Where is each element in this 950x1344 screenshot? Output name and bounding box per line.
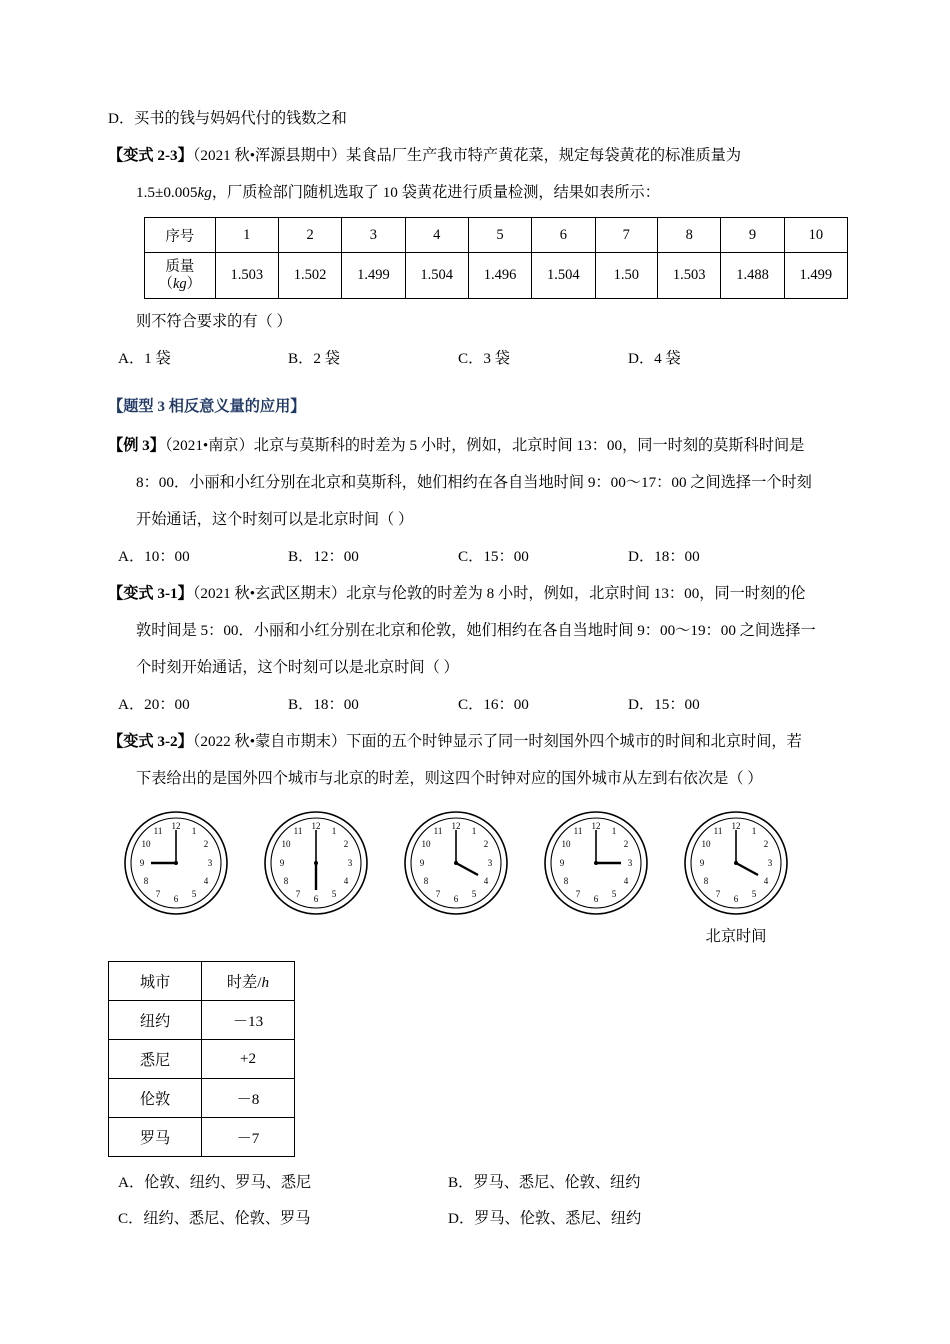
svg-text:4: 4 <box>203 876 209 887</box>
option-b[interactable]: B．12：00 <box>288 548 359 566</box>
option-a[interactable]: A．1 袋 <box>118 350 171 368</box>
svg-text:12: 12 <box>451 821 461 832</box>
svg-text:12: 12 <box>171 821 181 832</box>
svg-text:7: 7 <box>715 889 721 900</box>
option-d[interactable]: D．15：00 <box>628 696 700 714</box>
option-b[interactable]: B．18：00 <box>288 696 359 714</box>
city-diff-3: －7 <box>202 1118 295 1157</box>
quality-table-index-6: 7 <box>595 218 658 253</box>
quality-table-mass-0: 1.503 <box>215 253 278 299</box>
variant-3-2-line1 <box>108 723 848 760</box>
table-row <box>109 1040 295 1079</box>
svg-text:9: 9 <box>419 858 425 869</box>
svg-text:1: 1 <box>471 826 477 837</box>
quality-table-mass-8: 1.488 <box>721 253 784 299</box>
clock-5-beijing <box>680 807 792 919</box>
quality-table-index-4: 5 <box>468 218 531 253</box>
previous-option-d: D．买书的钱与妈妈代付的钱数之和 <box>108 110 347 127</box>
table-row <box>109 962 295 1001</box>
variant-2-3-range: 1.5±0.005 <box>136 184 198 201</box>
option-d[interactable]: D．4 袋 <box>628 350 681 368</box>
svg-text:5: 5 <box>611 889 617 900</box>
svg-text:1: 1 <box>751 826 757 837</box>
option-b[interactable]: B．2 袋 <box>288 350 340 368</box>
svg-text:8: 8 <box>143 876 149 887</box>
variant-3-1-line3: 个时刻开始通话，这个时刻可以是北京时间（ ） <box>136 659 459 677</box>
quality-table-row-label-0: 序号 <box>145 218 216 253</box>
city-diff-0: －13 <box>202 1001 295 1040</box>
svg-text:8: 8 <box>703 876 709 887</box>
quality-table-mass-6: 1.50 <box>595 253 658 299</box>
svg-text:11: 11 <box>153 826 163 837</box>
svg-text:10: 10 <box>281 839 291 850</box>
option-c[interactable]: C．15：00 <box>458 548 529 566</box>
clock-4 <box>540 807 652 919</box>
topic-3-title: 【题型 3 相反意义量的应用】 <box>108 398 306 416</box>
svg-text:6: 6 <box>593 894 599 905</box>
svg-text:12: 12 <box>731 821 741 832</box>
clock-1 <box>120 807 232 919</box>
svg-text:3: 3 <box>767 858 773 869</box>
quality-table-mass-5: 1.504 <box>532 253 595 299</box>
svg-text:3: 3 <box>627 858 633 869</box>
quality-label-unit: （kg） <box>158 275 202 292</box>
option-c[interactable]: C．3 袋 <box>458 350 510 368</box>
quality-table-index-5: 6 <box>532 218 595 253</box>
svg-text:2: 2 <box>343 839 349 850</box>
svg-text:8: 8 <box>423 876 429 887</box>
quality-table-index-1: 2 <box>278 218 341 253</box>
svg-text:4: 4 <box>483 876 489 887</box>
variant-2-3-text: （2021 秋•浑源县期中）某食品厂生产我市特产黄花菜，规定每袋黄花的标准质量为 <box>192 147 742 164</box>
svg-text:3: 3 <box>347 858 353 869</box>
variant-3-1-line2: 敦时间是 5：00．小丽和小红分别在北京和伦敦，她们相约在各自当地时间 9：00～19：00 之间选择一 <box>136 622 816 640</box>
svg-text:6: 6 <box>733 894 739 905</box>
variant-3-1-line1 <box>108 575 848 612</box>
city-header: 城市 <box>109 962 202 1001</box>
city-name-0: 纽约 <box>109 1001 202 1040</box>
city-time-difference-table <box>108 961 295 1157</box>
quality-table-mass-7: 1.503 <box>658 253 721 299</box>
quality-table-mass-3: 1.504 <box>405 253 468 299</box>
table-row <box>145 253 848 299</box>
variant-3-1-tag: 【变式 3-1】 <box>108 585 193 603</box>
option-c[interactable]: C．纽约、悉尼、伦敦、罗马 <box>118 1210 311 1228</box>
clock-3 <box>400 807 512 919</box>
svg-text:10: 10 <box>561 839 571 850</box>
svg-text:11: 11 <box>293 826 303 837</box>
variant-2-3-unit: kg <box>197 184 212 201</box>
example-3-options <box>108 538 848 575</box>
svg-text:1: 1 <box>331 826 337 837</box>
variant-2-3-rest: ，厂质检部门随机选取了 10 袋黄花进行质量检测，结果如表所示： <box>211 184 660 201</box>
svg-text:11: 11 <box>573 826 583 837</box>
svg-text:1: 1 <box>611 826 617 837</box>
city-name-1: 悉尼 <box>109 1040 202 1079</box>
option-a[interactable]: A．20：00 <box>118 696 190 714</box>
quality-label-text: 质量 <box>165 259 195 275</box>
svg-text:7: 7 <box>435 889 441 900</box>
svg-text:4: 4 <box>623 876 629 887</box>
city-name-3: 罗马 <box>109 1118 202 1157</box>
variant-2-3-line2 <box>108 174 848 211</box>
svg-text:5: 5 <box>751 889 757 900</box>
option-b[interactable]: B．罗马、悉尼、伦敦、纽约 <box>448 1174 641 1192</box>
svg-text:12: 12 <box>591 821 601 832</box>
table-row <box>109 1079 295 1118</box>
beijing-time-label: 北京时间 <box>705 928 767 946</box>
example-3-text1: （2021•南京）北京与莫斯科的时差为 5 小时，例如，北京时间 13：00，同一时刻的莫斯科时间是 <box>164 437 805 455</box>
variant-3-1-text1: （2021 秋•玄武区期末）北京与伦敦的时差为 8 小时，例如，北京时间 13：00，同一时刻的伦 <box>192 585 806 603</box>
document-content <box>108 100 848 1237</box>
variant-2-3-heading <box>108 137 848 174</box>
svg-text:9: 9 <box>139 858 145 869</box>
example-3-line2: 8：00．小丽和小红分别在北京和莫斯科，她们相约在各自当地时间 9：00～17：00 之间选择一个时刻 <box>136 474 812 492</box>
quality-table-row-label-1 <box>145 253 216 299</box>
svg-text:5: 5 <box>191 889 197 900</box>
options-row-1 <box>108 1165 848 1201</box>
variant-2-3-question: 则不符合要求的有（ ） <box>136 313 292 331</box>
svg-text:3: 3 <box>487 858 493 869</box>
svg-text:2: 2 <box>203 839 209 850</box>
quality-unit-kg: kg <box>172 275 187 292</box>
svg-text:2: 2 <box>623 839 629 850</box>
svg-text:10: 10 <box>421 839 431 850</box>
quality-table-mass-4: 1.496 <box>468 253 531 299</box>
option-a[interactable]: A．10：00 <box>118 548 190 566</box>
svg-text:4: 4 <box>343 876 349 887</box>
svg-text:7: 7 <box>575 889 581 900</box>
variant-3-2-options <box>108 1165 848 1237</box>
table-row <box>109 1001 295 1040</box>
example-3-line1 <box>108 427 848 464</box>
svg-text:9: 9 <box>279 858 285 869</box>
svg-text:9: 9 <box>559 858 565 869</box>
svg-text:2: 2 <box>763 839 769 850</box>
svg-text:3: 3 <box>207 858 213 869</box>
quality-table-mass-9: 1.499 <box>784 253 847 299</box>
table-row <box>109 1118 295 1157</box>
quality-table-mass-2: 1.499 <box>342 253 405 299</box>
example-3-tag: 【例 3】 <box>108 437 165 455</box>
svg-text:11: 11 <box>433 826 443 837</box>
variant-2-3-tag: 【变式 2-3】 <box>108 147 193 164</box>
svg-text:1: 1 <box>191 826 197 837</box>
svg-text:9: 9 <box>699 858 705 869</box>
clock-group <box>108 807 848 947</box>
svg-text:5: 5 <box>331 889 337 900</box>
variant-3-2-text1: （2022 秋•蒙自市期末）下面的五个时钟显示了同一时刻国外四个城市的时间和北京时间，若 <box>192 733 802 751</box>
svg-text:10: 10 <box>701 839 711 850</box>
option-a[interactable]: A．伦敦、纽约、罗马、悉尼 <box>118 1174 312 1192</box>
quality-table <box>144 217 848 299</box>
clock-2 <box>260 807 372 919</box>
quality-table-index-3: 4 <box>405 218 468 253</box>
city-name-2: 伦敦 <box>109 1079 202 1118</box>
city-diff-1: +2 <box>202 1040 295 1079</box>
svg-text:8: 8 <box>563 876 569 887</box>
variant-3-2-line2: 下表给出的是国外四个城市与北京的时差，则这四个时钟对应的国外城市从左到右依次是（ ） <box>136 770 763 788</box>
quality-table-index-0: 1 <box>215 218 278 253</box>
quality-table-index-9: 10 <box>784 218 847 253</box>
variant-3-2-tag: 【变式 3-2】 <box>108 733 193 751</box>
svg-text:12: 12 <box>311 821 321 832</box>
option-d[interactable]: D．18：00 <box>628 548 700 566</box>
svg-text:5: 5 <box>471 889 477 900</box>
svg-text:8: 8 <box>283 876 289 887</box>
quality-table-index-8: 9 <box>721 218 784 253</box>
diff-header: 时差/h <box>202 962 295 1001</box>
city-diff-2: －8 <box>202 1079 295 1118</box>
quality-table-index-7: 8 <box>658 218 721 253</box>
options-row-2 <box>108 1201 848 1237</box>
svg-text:6: 6 <box>173 894 179 905</box>
svg-text:10: 10 <box>141 839 151 850</box>
variant-2-3-options <box>108 340 848 377</box>
svg-text:6: 6 <box>313 894 319 905</box>
quality-table-mass-1: 1.502 <box>278 253 341 299</box>
svg-text:4: 4 <box>763 876 769 887</box>
svg-text:7: 7 <box>155 889 161 900</box>
option-c[interactable]: C．16：00 <box>458 696 529 714</box>
svg-text:6: 6 <box>453 894 459 905</box>
table-row <box>145 218 848 253</box>
svg-text:11: 11 <box>713 826 723 837</box>
svg-text:7: 7 <box>295 889 301 900</box>
diff-unit-h: h <box>261 973 270 991</box>
svg-text:2: 2 <box>483 839 489 850</box>
variant-3-1-options <box>108 686 848 723</box>
quality-table-index-2: 3 <box>342 218 405 253</box>
option-d[interactable]: D．罗马、伦敦、悉尼、纽约 <box>448 1210 642 1228</box>
example-3-line3: 开始通话，这个时刻可以是北京时间（ ） <box>136 511 414 529</box>
